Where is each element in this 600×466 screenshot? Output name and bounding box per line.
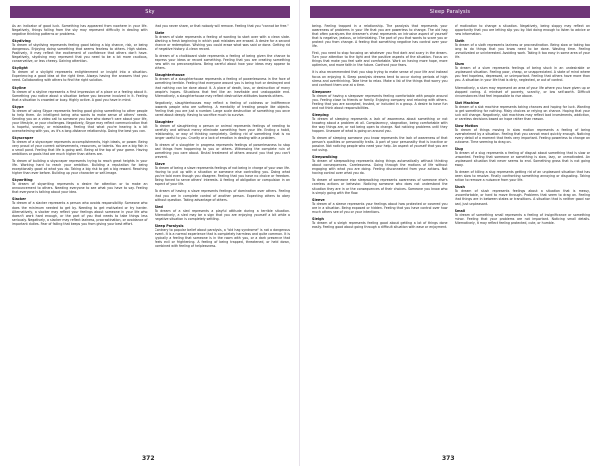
- entry-term: Skype: [12, 104, 24, 109]
- entry-definition: To dream of a slaughter in progress represents feelings of powerlessness to stop bad things from happening to you or others. Witnessing the complete ruin of something you care about. Brutal treatment of others around you that you can't prevent.: [154, 143, 290, 160]
- dictionary-entry: [312, 217, 448, 229]
- entry-term: Skywriting: [12, 178, 33, 183]
- entry-definition: To dream of things moving in slow motion represents a feeling of being overwhelmed by a situation. Feeling that you cannot react quickly enough. Noticing every detail of a moment that feels very important. Feeling powerless to change an outcome. Time seeming to drag on.: [454, 127, 590, 144]
- dictionary-entry: [312, 70, 448, 86]
- entry-term: Skydiving: [12, 39, 31, 44]
- entry-definition: To dream of having a slave represents feelings of domination over others. Feeling that you are in complete control of another person. Expecting others to obey without question. Taking advantage of others.: [154, 189, 290, 202]
- dictionary-entry: [455, 185, 591, 205]
- dictionary-entry: [12, 24, 148, 36]
- entry-term: Sleepover: [312, 89, 332, 94]
- entry-term: Slacker: [12, 197, 27, 202]
- dictionary-entry: [12, 66, 148, 82]
- right-column-1: [312, 24, 448, 448]
- dictionary-entry: [312, 90, 448, 110]
- right-page-number: 373: [442, 455, 455, 462]
- entry-definition: To dream of a sloth represents laziness or procrastination. Being slow or taking too long to do things that you know need to be done. Wasting time. Feeling unmotivated or uninterested. Avoiding work. Taking it too easy in some area of your life.: [454, 43, 590, 60]
- entry-definition: To dream of slush represents feelings about a situation that is messy, uncomfortable, or hard to move through. Problems that seem to drag on. Feeling that things are in between states or transitions. A situation that is neither good nor bad, just unpleasant.: [454, 189, 590, 206]
- entry-term: Slow Motion: [454, 123, 478, 128]
- entry-definition: To dream of killing a slug represents getting rid of an unpleasant situation that has been slow to resolve. Finally confronting something annoying or disgusting. Taking action to remove a nuisance from your life.: [454, 170, 590, 183]
- dictionary-entry: [455, 147, 591, 167]
- dictionary-entry: [155, 54, 291, 70]
- dictionary-entry: [155, 31, 291, 51]
- entry-term: Slush: [454, 185, 465, 190]
- entry-definition: To dream of something small represents a feeling of insignificance or something minor. Feeling that your problems are not important. Noticing small details. Alternatively, it may reflect feeling protected, cute, or humble.: [454, 212, 590, 225]
- entry-definition: To dream of slate represents a feeling of wanting to start over with a clean slate. Wanting a fresh beginning in which past mistakes are erased. A desire for a second chance or redemption. Wishing you could erase what was said or done. Getting rid of negative history. A clean record.: [154, 35, 290, 52]
- entry-definition: To dream of skywriting represents a desire for attention or to make an announcement to others. Needing everyone to see what you have to say. Feeling that everyone is talking about your idea.: [12, 182, 148, 195]
- entry-definition: To dream of sleeping represents a lack of awareness about something or not knowing about a problem at all. Complacency, stagnation, being comfortable with the way things are, or not being open to change. Not noticing problems until they happen. Unaware of what is going on around you.: [312, 116, 448, 133]
- dictionary-entry: [312, 178, 448, 194]
- entry-definition: To dream of a chalkboard slate represents a feeling of being given the chance to express your ideas or record something. Feeling that you are creating something new with no preconceptions. Being careful about how your ideas may appear to others.: [154, 54, 290, 71]
- entry-definition: To dream of a slaughterhouse represents a feeling of powerlessness in the face of something terrible. Feeling that everyone around you is being hurt or destroyed and that nothing can be done about it. A place of death, loss, or destruction of many people's hopes. Situations that feel like an inevitable and unstoppable end. Alternatively, a slaughterhouse may reflect destructive attitudes towards others.: [154, 77, 290, 98]
- entry-term: Slug: [454, 147, 463, 152]
- dictionary-entry: [155, 189, 291, 201]
- left-column-1: [12, 24, 148, 448]
- dictionary-entry: [455, 39, 591, 59]
- left-page-columns: [12, 24, 290, 448]
- entry-definition: To dream of a skyscraper represents accomplishments, high ideals, or power. Being very proud of your current achievements, resources, or talents. You are a big fish in a small pond. Feeling that life is going well. Being at the top of your game. Having ambitions or goals that are much higher than others are.: [12, 139, 148, 157]
- entry-term: Small: [454, 208, 466, 213]
- dictionary-entry: [12, 136, 148, 156]
- dictionary-entry: [312, 51, 448, 67]
- dictionary-entry: [455, 62, 591, 82]
- entry-term: Sleeping: [312, 112, 329, 117]
- entry-definition: To dream of a skyline represents a first impression of a place or a feeling about it. Something you notice about a situation before you become involved in it. Feeling that a situation is crowded or busy. Highly active. A goal you have in mind.: [12, 89, 148, 102]
- entry-definition: To dream of a sleeve represents your feelings about how protected or covered you are in a situation. Being exposed or hidden. Feeling that you have control over how much others see of you or your intentions.: [312, 201, 448, 214]
- entry-term: Sleep Paralysis: [154, 223, 184, 228]
- dictionary-entry: [12, 39, 148, 63]
- dictionary-entry: [455, 86, 591, 98]
- entry-definition: To dream of building a skyscraper represents trying to reach great heights in your life. Working hard to reach your ambition. Building a reputation for being exceptionally good at what you do. Taking a big risk to get a big reward. Reaching higher than ever before. Building up your character or self-image.: [12, 159, 148, 176]
- entry-definition: Negatively, slaughterhouses may reflect a feeling of coldness or indifference towards people who are suffering. A mentality of treating people like objects. Feeling that you are just a number. Large scale destruction of something you once cared about deeply. Having to sacrifice much to survive.: [154, 100, 290, 117]
- dictionary-entry: [12, 197, 148, 225]
- dictionary-entry: [455, 124, 591, 144]
- entry-definition: Contrary to popular belief about paralysis, a "old hag syndrome" is not a dangerous event. It is a normal experience that is completely harmless and quite common. It is typically a feeling that someone is in the room with you, or a dark presence that feels evil or frightening. A feeling of being trapped, threatened, or held down, combined with feeling of helplessness.: [154, 227, 290, 248]
- entry-definition: To dream of skydiving represents feeling good taking a big chance, risk, or being dangerous. Enjoying doing something that seems fearless to others. High stakes. Positively, it may reflect the excitement of confidence that others don't have. Negatively, skydiving may represent that you need to be a lot more cautious, conservative, or less cheesy. Gaining attention.: [12, 43, 148, 64]
- dictionary-entry: [155, 143, 291, 159]
- entry-definition: To dream of a slacker represents a person who avoids responsibility. Someone who does the minimum needed to get by. Needing to get motivated or try harder. Alternatively, a slacker may reflect your feelings about someone in your life who doesn't work hard enough, or the part of you that needs to take things less seriously. Negatively, a slacker may reflect laziness, procrastination, or avoidance of important duties. Fear of failing that keeps you from giving your best effort.: [12, 201, 148, 226]
- entry-term: Sleepwalking: [312, 155, 338, 160]
- entry-term: Slot Machine: [454, 100, 480, 105]
- entry-definition: To dream of slaughtering a person or animal represents feelings of needing to carefully and without mercy eliminate something from your life. Ending a habit, relationship, or way of thinking completely. Getting rid of something that is no longer useful to you. Cruelty or a lack of emotion in dealing with a problem.: [154, 123, 290, 140]
- entry-definition: It is also recommended that you stop trying to make sense of your life and instead focus on enjoying it. Sleep paralysis dreams tend to occur during periods of high stress and overthinking. Take time to relax. Make a list of the things that worry you and confront them one at a time.: [312, 70, 448, 87]
- entry-definition: To dream of a sled represents a playful attitude during a terrible situation. Alternatively, a sled may be a sign that you are enjoying yourself a bit while a negative situation is completely settling.: [154, 208, 290, 221]
- right-page-header: Sleep Paralysis: [310, 6, 590, 18]
- dictionary-entry: [312, 24, 448, 48]
- entry-definition: To dream of sleeping someone you know represents the lack of awareness of that person's qualities or personality traits. A part of your personality that is inactive or passive. Not noticing people who need your help. An aspect of yourself that you are not using.: [312, 136, 448, 153]
- right-page-columns: [312, 24, 590, 448]
- entry-definition: Alternatively, a slum may represent an area of your life where you have given up or stopped caring. A mindset of poverty, scarcity, or low self-worth. Difficult circumstances that feel impossible to rise above.: [454, 85, 590, 98]
- entry-definition: To dream of having a sleepover represents feeling comfortable with people around you. Feeling close to friends or family. Enjoying company and relaxing with others. Feeling that you are accepted, trusted, or included in a group. A desire to have fun and not think about responsibilities.: [312, 93, 448, 110]
- entry-term: Slaughter: [154, 119, 174, 124]
- dictionary-entry: [155, 24, 291, 28]
- entry-definition: To dream of a slug represents a feeling of disgust about something that is slow or unwanted. Feeling that someone or something is slow, lazy, or unmotivated. An unpleasant situation that never seems to end. Something gross that is not going away.: [454, 151, 590, 168]
- dictionary-entry: [455, 24, 591, 36]
- entry-definition: First, you need to stop focusing on whatever you find dark and scary in the dream. Turn your attention to the light and the positive aspects of the situation. Focus on things that make you feel safe and comfortable. Work on having more hope, more optimism, and more faith in the future. Confront your fears.: [312, 51, 448, 68]
- entry-definition: To dream of a slot machine represents taking chances and hoping for luck. Wanting to get something for nothing. Risky choices or relying on chance. Hoping that your luck will change. Negatively, slot machines may reflect bad investments, addiction, or careless decisions based on hope rather than reason.: [454, 104, 590, 121]
- dictionary-entry: [12, 105, 148, 133]
- left-page-number: 372: [142, 455, 155, 462]
- entry-term: Sleigh: [312, 216, 324, 221]
- entry-term: Slum: [454, 62, 465, 67]
- entry-definition: To dream of using Skype represents feeling good giving something to other people to help them. An intelligent being who wants to make sense of others' needs. Sending you on a video call to someone you love who doesn't care about your life, your lifestyle, or your challenges. Negatively, Skype may reflect communication that is hopeful, sneaky, or misleading. Feeling that what you're hearing is a bit overwhelming with you, as it's a long-distance relationship. Doing the best you can.: [12, 108, 148, 133]
- right-column-2: [455, 24, 591, 448]
- entry-term: Slave: [154, 162, 165, 167]
- entry-term: Sled: [154, 204, 163, 209]
- left-column-2: [155, 24, 291, 448]
- dictionary-entry: [155, 120, 291, 140]
- dictionary-entry: [12, 178, 148, 194]
- dictionary-entry: [12, 159, 148, 175]
- dictionary-entry: [155, 162, 291, 186]
- dictionary-entry: [155, 73, 291, 97]
- dictionary-entry: [312, 198, 448, 214]
- entry-definition: To dream of a skylight represents enlightenment or insight into a situation. Experiencing a good idea at the right time. Always having the answers that you need. Collaborating with others to find the right solution.: [12, 70, 148, 83]
- entry-term: Skyline: [12, 85, 26, 90]
- entry-definition: that you never share, or that nobody will remove. Feeling that you "cannot be free.": [154, 24, 289, 28]
- right-page: [300, 0, 600, 466]
- entry-term: Sloth: [454, 39, 465, 44]
- entry-definition: To dream of a sleigh represents feeling good about getting a lot of things done easily. Feeling good about going through a difficult situation with ease or enjoyment.: [312, 220, 448, 229]
- entry-term: Skyscraper: [12, 135, 34, 140]
- entry-term: Slaughterhouse: [154, 73, 185, 78]
- entry-term: Skylight: [12, 66, 28, 71]
- dictionary-entry: [455, 209, 591, 225]
- entry-definition: being. Feeling trapped in a relationship. The paralysis that represents your awareness of problems in your life that you are powerless to change. The old hag that often paralyzes the dreamer's chest represents an intrusive aspect of yourself that is negative, jealous, or intimidating. The part of you that wants to scare you or protect you from change. A feeling that something negative has control over your life.: [312, 24, 448, 49]
- entry-definition: As an indicator of good luck. Something has appeared from nowhere in your life. Negatively, things falling from the sky may represent difficulty in dealing with negative thinking patterns or problems.: [12, 24, 148, 37]
- dictionary-entry: [312, 155, 448, 175]
- dictionary-entry: [455, 170, 591, 182]
- dictionary-entry: [155, 224, 291, 248]
- dictionary-entry: [155, 101, 291, 117]
- entry-term: Slate: [154, 31, 165, 36]
- dictionary-entry: [312, 136, 448, 152]
- dictionary-entry: [312, 113, 448, 133]
- entry-definition: To dream of being a slave represents feelings of not being in charge of your own life. Having to put up with a situation or someone else controlling you. Doing what you're told even though you disagree. Feeling that you have no choice or freedom. Being forced to serve others' interests. A feeling of obligation or compulsion in an aspect of your life.: [154, 166, 290, 187]
- left-page-header: Sky: [10, 6, 290, 18]
- dictionary-entry: [155, 205, 291, 221]
- entry-definition: To dream of a slum represents feelings of being stuck in an undesirable or unpleasant situation. Feeling poor, cheap, or unappreciated. A state of mind where you feel hopeless, depressed, or unimportant. Feeling that others have more than you. A situation in your life that is dirty, neglected, or out of control.: [454, 66, 590, 83]
- entry-definition: To dream of someone else sleepwalking represents awareness of someone else's careless actions or behavior. Noticing someone who does not understand the situation they are in or the consequences of their choices. Someone you know who is simply going with the flow.: [312, 178, 448, 195]
- dictionary-entry: [12, 86, 148, 102]
- entry-definition: To dream of sleepwalking represents doing things automatically without thinking about consequences. Carelessness. Going through the motions of life without engaging with what you are doing. Feeling disconnected from your actions. Not having control over what you do.: [312, 159, 448, 176]
- entry-definition: of motivation to change a situation. Negatively, being sloppy may reflect an opportunity that you are letting slip you by. Not doing enough to listen to advice or new information.: [454, 24, 590, 37]
- dictionary-entry: [455, 101, 591, 121]
- entry-term: Sleeve: [312, 197, 325, 202]
